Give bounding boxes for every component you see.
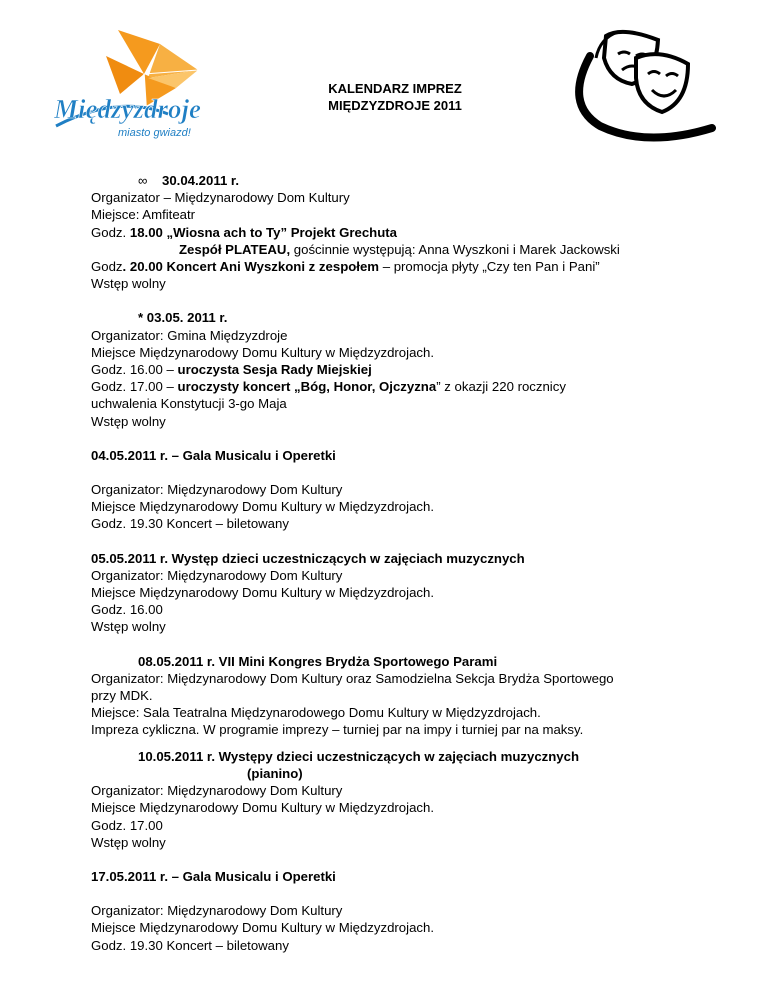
events-list	[91, 172, 711, 954]
event-band: Zespół PLATEAU,	[179, 241, 291, 257]
event-organizer: Organizator: Międzynarodowy Dom Kultury	[91, 903, 343, 919]
event-organizer: Organizator: Międzynarodowy Dom Kultury	[91, 482, 343, 498]
event-17-05	[91, 868, 711, 954]
event-03-05	[91, 309, 711, 429]
logo-subtext: miasto gwiazd!	[118, 127, 191, 139]
event-time2-desc: – promocja płyty „Czy ten Pan i Pani”	[379, 259, 600, 275]
page-title	[300, 80, 490, 114]
event-organizer: Organizator: Gmina Międzyzdroje	[91, 327, 288, 343]
event-time-prefix: Godz.	[91, 224, 130, 240]
event-heading: 10.05.2011 r. Występy dzieci uczestniczących w zajęciach muzycznych	[138, 748, 580, 764]
event-place: Miejsce: Amfiteatr	[91, 207, 196, 223]
event-entry: Wstęp wolny	[91, 276, 166, 292]
event-organizer: Organizator: Międzynarodowy Dom Kultury oraz Samodzielna Sekcja Brydża Sportowego	[91, 670, 614, 686]
event-organizer: Organizator: Międzynarodowy Dom Kultury	[91, 783, 343, 799]
event-place: Miejsce Międzynarodowy Domu Kultury w Międzyzdrojach.	[91, 920, 434, 936]
event-time2-desc: ” z okazji 220 rocznicy	[436, 379, 566, 395]
theatre-masks-logo	[566, 18, 716, 153]
event-08-05	[91, 653, 711, 739]
event-time2-prefix: Godz	[91, 259, 123, 275]
event-time: Godz. 19.30 Koncert – biletowany	[91, 516, 289, 532]
event-10-05	[91, 748, 711, 851]
event-place: Miejsce Międzynarodowy Domu Kultury w Międzyzdrojach.	[91, 585, 434, 601]
logo-text: Międzyzdroje	[54, 94, 201, 124]
miedzyzdroje-logo	[48, 22, 226, 140]
title-line-1: KALENDARZ IMPREZ	[328, 81, 462, 96]
event-time: Godz. 16.00	[91, 602, 163, 618]
event-05-05	[91, 550, 711, 636]
event-entry: Wstęp wolny	[91, 834, 166, 850]
event-entry: Wstęp wolny	[91, 413, 166, 429]
event-date: * 03.05. 2011 r.	[138, 310, 228, 326]
event-heading: 08.05.2011 r. VII Mini Kongres Brydża Sportowego Parami	[138, 653, 498, 669]
event-place: Miejsce: Sala Teatralna Międzynarodowego Domu Kultury w Międzyzdrojach.	[91, 705, 541, 721]
event-place: Miejsce Międzynarodowy Domu Kultury w Międzyzdrojach.	[91, 499, 434, 515]
event-time2-title: . 20.00 Koncert Ani Wyszkoni z zespołem	[122, 259, 380, 275]
event-time: Godz. 19.30 Koncert – biletowany	[91, 937, 289, 953]
event-time-title: uroczysta Sesja Rady Miejskiej	[177, 362, 372, 378]
event-04-05	[91, 447, 711, 533]
event-place: Miejsce Międzynarodowy Domu Kultury w Międzyzdrojach.	[91, 800, 434, 816]
event-place: Miejsce Międzynarodowy Domu Kultury w Międzyzdrojach.	[91, 344, 434, 360]
event-time2-desc-cont: uchwalenia Konstytucji 3-go Maja	[91, 396, 287, 412]
event-time: Godz. 17.00	[91, 817, 163, 833]
event-note: Impreza cykliczna. W programie imprezy – turniej par na impy i turniej par na maksy.	[91, 722, 584, 738]
event-heading: 17.05.2011 r. – Gala Musicalu i Operetki	[91, 868, 336, 884]
event-time2-title: uroczysty koncert „Bóg, Honor, Ojczyzna	[177, 379, 437, 395]
event-organizer: Organizator: Międzynarodowy Dom Kultury	[91, 567, 343, 583]
title-line-2: MIĘDZYZDROJE 2011	[328, 98, 462, 113]
event-heading-cont: (pianino)	[247, 765, 303, 781]
event-time-title: 18.00 „Wiosna ach to Ty” Projekt Grechuta	[129, 224, 397, 240]
event-time2-prefix: Godz. 17.00 –	[91, 379, 178, 395]
event-date: 30.04.2011 r.	[162, 173, 240, 188]
infinity-bullet: ∞	[138, 173, 148, 188]
event-30-04	[91, 172, 711, 292]
event-organizer: Organizator – Międzynarodowy Dom Kultury	[91, 190, 350, 206]
event-entry: Wstęp wolny	[91, 619, 166, 635]
event-heading: 05.05.2011 r. Występ dzieci uczestniczących w zajęciach muzycznych	[91, 550, 525, 566]
event-band-guests: gościnnie występują: Anna Wyszkoni i Marek Jackowski	[290, 241, 620, 257]
event-heading: 04.05.2011 r. – Gala Musicalu i Operetki	[91, 447, 336, 463]
event-organizer-cont: przy MDK.	[91, 688, 153, 704]
event-time-prefix: Godz. 16.00 –	[91, 362, 178, 378]
